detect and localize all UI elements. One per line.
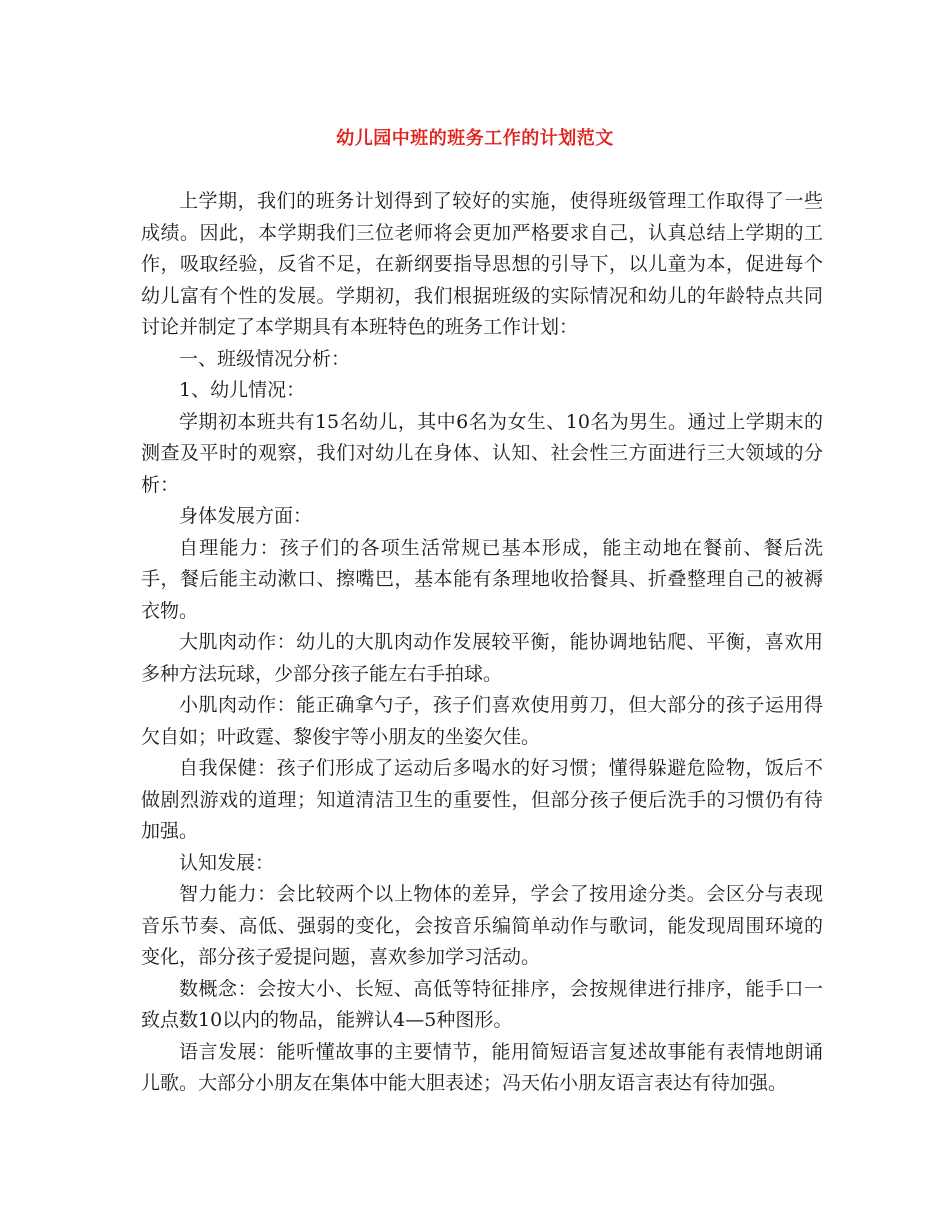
paragraph-self-care: 自理能力：孩子们的各项生活常规已基本形成，能主动地在餐前、餐后洗手，餐后能主动漱口、擦嘴巴，基本能有条理地收拾餐具、折叠整理自己的被褥衣物。 (141, 536, 823, 622)
paragraph-intelligence: 智力能力：会比较两个以上物体的差异，学会了按用途分类。会区分与表现音乐节奏、高低、强弱的变化，会按音乐编简单动作与歌词，能发现周围环境的变化，部分孩子爱提问题，喜欢参加学习活动。 (141, 883, 823, 968)
paragraph-language: 语言发展：能听懂故事的主要情节，能用简短语言复述故事能有表情地朗诵儿歌。大部分小朋友在集体中能大胆表述；冯天佑小朋友语言表达有待加强。 (141, 1040, 823, 1094)
document-title: 幼儿园中班的班务工作的计划范文 (336, 128, 614, 149)
heading-class-analysis: 一、班级情况分析： (179, 347, 351, 370)
heading-cognitive-development: 认知发展： (179, 851, 275, 874)
paragraph-class-size: 学期初本班共有15名幼儿，其中6名为女生、10名为男生。通过上学期末的测查及平时的观察，我们对幼儿在身体、认知、社会性三方面进行三大领域的分析： (141, 410, 823, 496)
paragraph-fine-motor: 小肌肉动作：能正确拿勺子，孩子们喜欢使用剪刀，但大部分的孩子运用得欠自如；叶政霆、黎俊宇等小朋友的坐姿欠佳。 (141, 694, 823, 748)
paragraph-intro: 上学期，我们的班务计划得到了较好的实施，使得班级管理工作取得了一些成绩。因此，本学期我们三位老师将会更加严格要求自己，认真总结上学期的工作，吸取经验，反省不足，在新纲要指导思想的引导下，以儿童为本，促进每个幼儿富有个性的发展。学期初，我们根据班级的实际情况和幼儿的年龄特点共同讨论并制定了本学期具有本班特色的班务工作计划： (141, 190, 823, 338)
paragraph-gross-motor: 大肌肉动作：幼儿的大肌肉动作发展较平衡，能协调地钻爬、平衡，喜欢用多种方法玩球，少部分孩子能左右手拍球。 (141, 631, 823, 685)
heading-children-situation: 1、幼儿情况： (179, 379, 306, 401)
heading-physical-development: 身体发展方面： (179, 505, 313, 527)
paragraph-number-concept: 数概念：会按大小、长短、高低等特征排序，会按规律进行排序，能手口一致点数10以内的物品，能辨认4—5种图形。 (141, 977, 823, 1031)
paragraph-self-health: 自我保健：孩子们形成了运动后多喝水的好习惯；懂得躲避危险物，饭后不做剧烈游戏的道理；知道清洁卫生的重要性，但部分孩子便后洗手的习惯仍有待加强。 (141, 757, 823, 842)
document-body (141, 186, 823, 1100)
